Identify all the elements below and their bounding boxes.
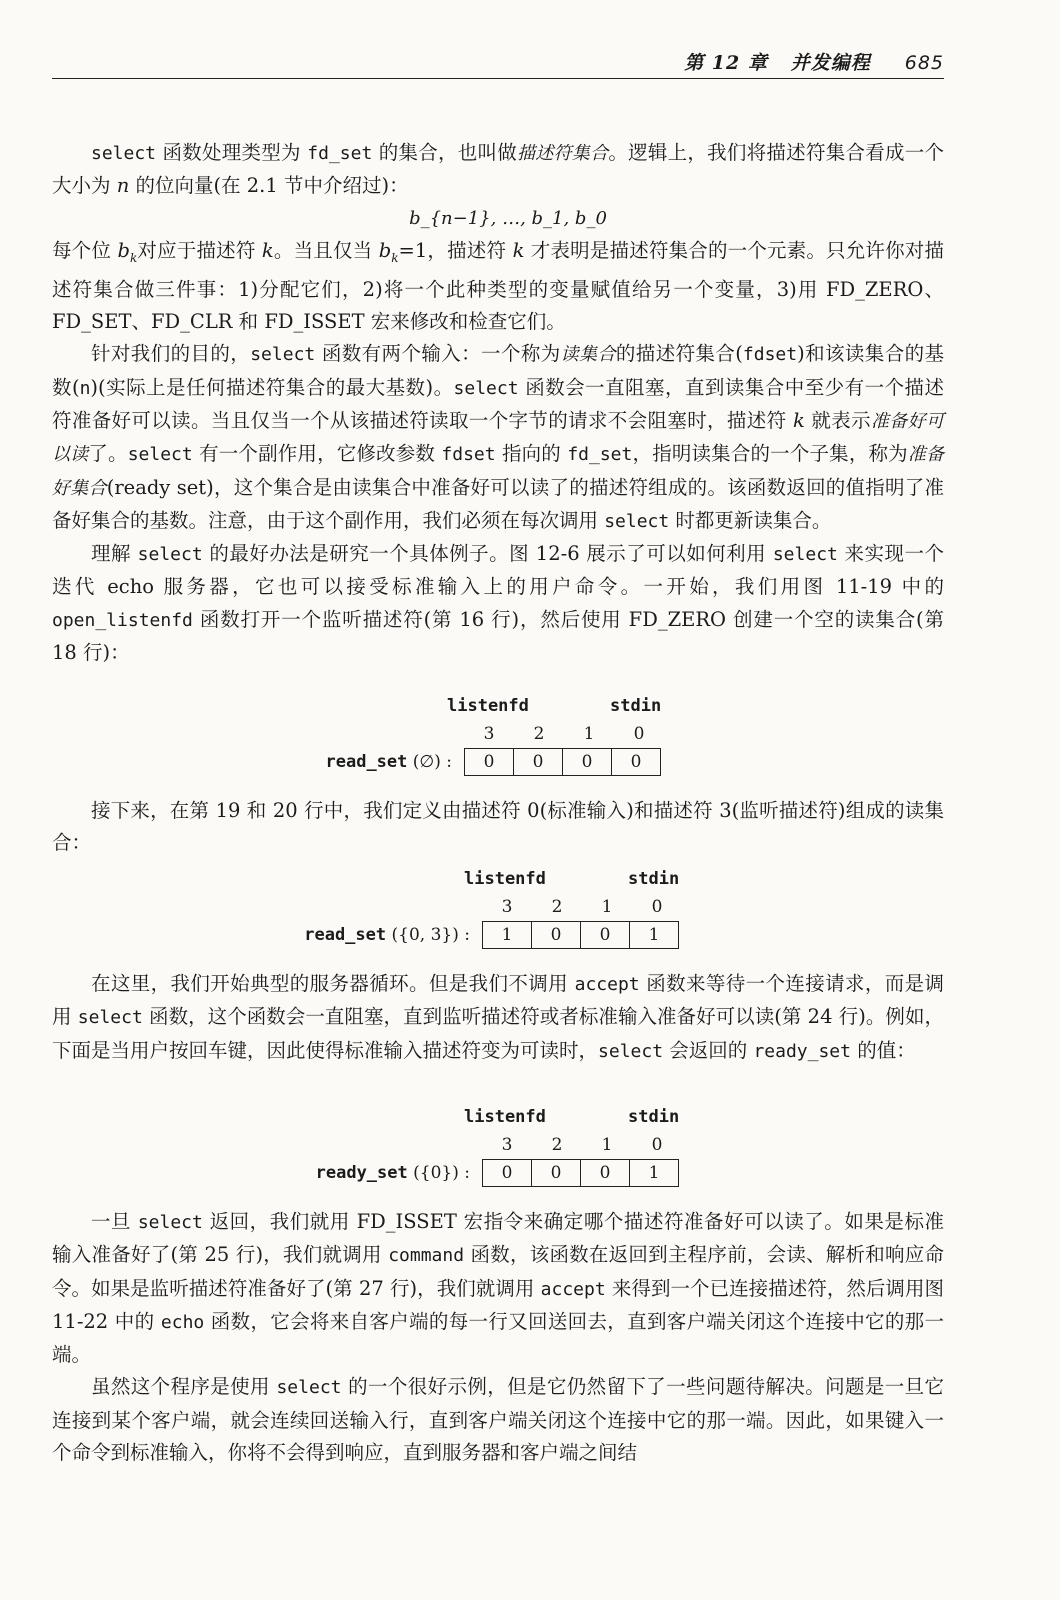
figure-read-set-empty — [0, 696, 1060, 786]
bit-vector — [482, 921, 679, 949]
bit-index: 3 — [483, 724, 495, 744]
bit-index: 0 — [633, 724, 645, 744]
label-listenfd: listenfd — [447, 696, 529, 716]
text-block-2 — [52, 795, 944, 860]
chapter-title: 第 12 章 并发编程 — [684, 52, 871, 74]
paragraph-3: 针对我们的目的，select 函数有两个输入：一个称为读集合的描述符集合(fdset)和该读集合的基数(n)(实际上是任何描述符集合的最大基数)。select 函数会一直阻塞，直到读集合中至少有一个描述符准备好可以读。当且仅当一个从该描述符读取一个字节的请求不会阻塞时，描述符 k 就表示准备好可以读了。select 有一个副作用，它修改参数 fdset 指向的 fd_set，指明读集合的一个子集，称为准备好集合(ready set)，这个集合是由读集合中准备好可以读了的描述符组成的。该函数返回的值指明了准备好集合的基数。注意，由于这个副作用，我们必须在每次调用 select 时都更新读集合。 — [52, 342, 945, 532]
bit-index: 0 — [651, 897, 663, 917]
bit-cell: 1 — [629, 1160, 678, 1186]
paragraph-5: 接下来，在第 19 和 20 行中，我们定义由描述符 0(标准输入)和描述符 3(监听描述符)组成的读集合： — [52, 799, 944, 855]
paragraph-8: 虽然这个程序是使用 select 的一个很好示例，但是它仍然留下了一些问题待解决。问题是一旦它连接到某个客户端，就会连续回送输入行，直到客户端关闭这个连接中它的那一端。因此，如果键入一个命令到标准输入，你将不会得到响应，直到服务器和客户端之间结 — [52, 1375, 944, 1465]
bit-vector — [464, 748, 661, 776]
label-listenfd: listenfd — [464, 1107, 546, 1127]
bit-index: 3 — [501, 897, 513, 917]
bit-cell: 0 — [531, 922, 580, 948]
bit-index: 2 — [551, 1135, 563, 1155]
paragraph-6: 在这里，我们开始典型的服务器循环。但是我们不调用 accept 函数来等待一个连接请求，而是调用 select 函数，这个函数会一直阻塞，直到监听描述符或者标准输入准备好可以读(第 24 行)。例如，下面是当用户按回车键，因此使得标准输入描述符变为可读时，select 会返回的 ready_set 的值： — [52, 972, 945, 1062]
bit-cell: 0 — [531, 1160, 580, 1186]
bit-cell: 0 — [483, 752, 495, 772]
text-block-1 — [52, 137, 944, 669]
paragraph-7: 一旦 select 返回，我们就用 FD_ISSET 宏指令来确定哪个描述符准备好可以读了。如果是标准输入准备好了(第 25 行)，我们就调用 command 函数，该函数在返回到主程序前，会读、解析和响应命令。如果是监听描述符准备好了(第 27 行)，我们就调用 accept 来得到一个已连接描述符，然后调用图 11-22 中的 echo 函数，它会将来自客户端的每一行又回送回去，直到客户端关闭这个连接中它的那一端。 — [52, 1210, 945, 1367]
bit-index: 2 — [551, 897, 563, 917]
bit-cell: 1 — [501, 925, 513, 945]
bit-vector — [482, 1159, 679, 1187]
bit-cell: 0 — [501, 1163, 513, 1183]
figure-read-set-0-3 — [0, 869, 1060, 959]
figure-caption: read_set ({0, 3}) : — [304, 925, 470, 945]
paragraph-1: select 函数处理类型为 fd_set 的集合，也叫做描述符集合。逻辑上，我们将描述符集合看成一个大小为 n 的位向量(在 2.1 节中介绍过)： — [52, 141, 944, 198]
bit-cell: 0 — [513, 749, 562, 775]
bit-cell: 1 — [629, 922, 678, 948]
label-listenfd: listenfd — [464, 869, 546, 889]
bit-cell: 0 — [562, 749, 611, 775]
text-block-3 — [52, 968, 944, 1068]
figure-ready-set-0 — [0, 1107, 1060, 1197]
bit-index: 1 — [583, 724, 595, 744]
paragraph-2: 每个位 $b_k$对应于描述符 k。当且仅当 $b_k=1$，描述符 k 才表明是描述符集合的一个元素。只允许你对描述符集合做三件事：1)分配它们，2)将一个此种类型的变量赋值给另一个变量，3)用 FD_ZERO、FD_SET、FD_CLR 和 FD_ISSET 宏来修改和检查它们。 — [52, 238, 944, 334]
page-number: 685 — [904, 52, 944, 74]
paragraph-4: 理解 select 的最好办法是研究一个具体例子。图 12-6 展示了可以如何利用 select 来实现一个迭代 echo 服务器，它也可以接受标准输入上的用户命令。一开始，我们用图 11-19 中的 open_listenfd 函数打开一个监听描述符(第 16 行)，然后使用 FD_ZERO 创建一个空的读集合(第 18 行)： — [52, 542, 944, 665]
bit-index: 1 — [601, 897, 613, 917]
text-block-4 — [52, 1206, 944, 1469]
label-stdin: stdin — [628, 1107, 680, 1127]
bit-index: 1 — [601, 1135, 613, 1155]
label-stdin: stdin — [628, 869, 680, 889]
bit-index: 0 — [651, 1135, 663, 1155]
bit-cell: 0 — [580, 1160, 629, 1186]
bit-vector-formula: b_{n−1}, …, b_1, b_0 — [409, 207, 607, 229]
label-stdin: stdin — [610, 696, 662, 716]
figure-caption: ready_set ({0}) : — [315, 1163, 470, 1183]
bit-cell: 0 — [611, 749, 660, 775]
bit-cell: 0 — [580, 922, 629, 948]
page-header — [52, 48, 944, 79]
figure-caption: read_set (∅) : — [325, 752, 452, 772]
bit-index: 3 — [501, 1135, 513, 1155]
bit-index: 2 — [533, 724, 545, 744]
